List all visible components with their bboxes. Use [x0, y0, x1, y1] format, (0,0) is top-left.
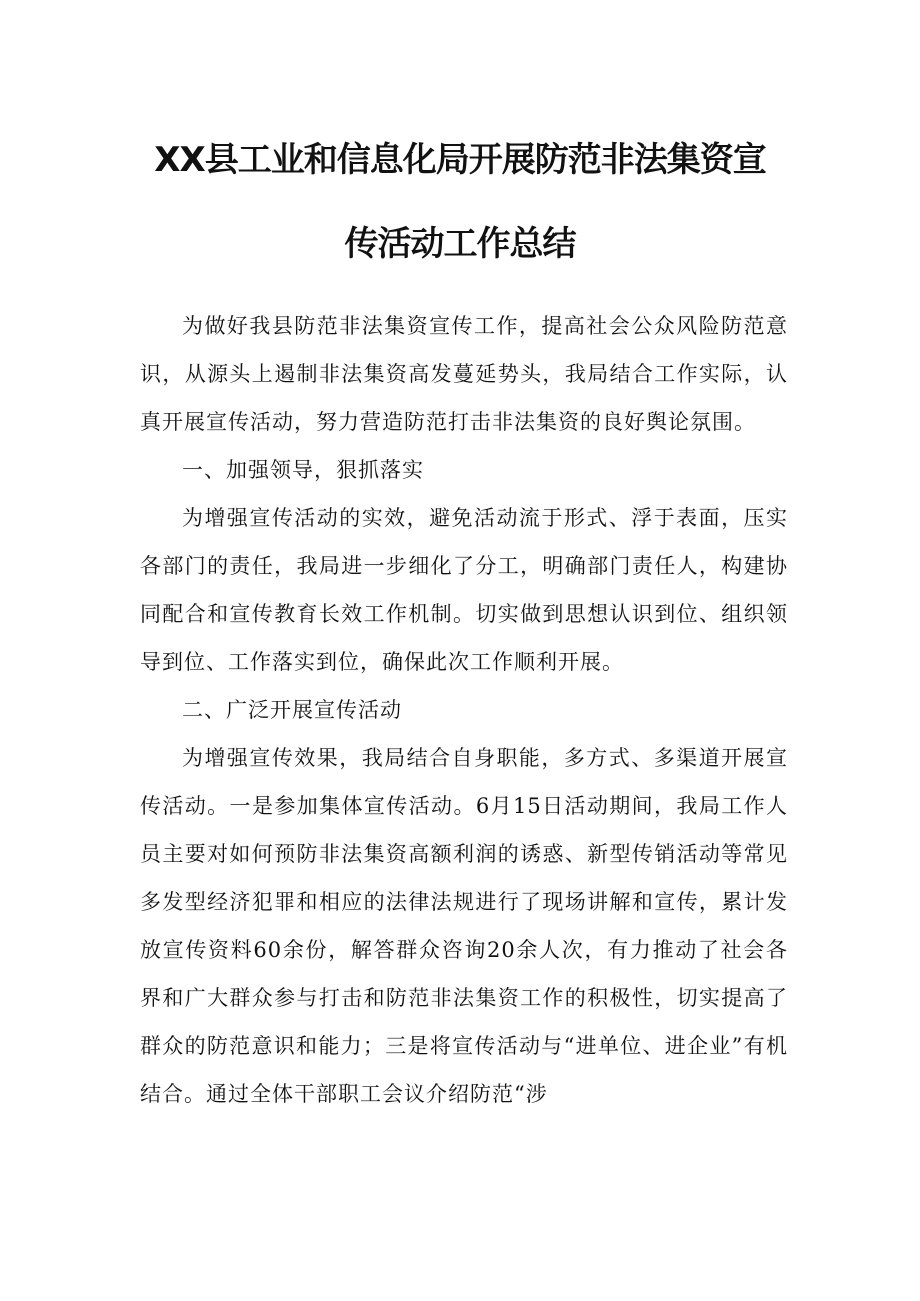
document-title-line-1: XX县工业和信息化局开展防范非法集资宣 — [154, 140, 766, 180]
intro-paragraph: 为做好我县防范非法集资宣传工作，提高社会公众风险防范意识，从源头上遏制非法集资高发蔓延势头，我局结合工作实际，认真开展宣传活动，努力营造防范打击非法集资的良好舆论氛围。 — [140, 314, 788, 434]
section-heading-2: 二、广泛开展宣传活动 — [182, 698, 402, 722]
section-heading-1: 一、加强领导，狠抓落实 — [182, 458, 424, 482]
document-title-line-2: 传活动工作总结 — [344, 224, 576, 264]
document-body — [140, 302, 788, 1118]
section-2-paragraph: 为增强宣传效果，我局结合自身职能，多方式、多渠道开展宣传活动。一是参加集体宣传活动。6月15日活动期间，我局工作人员主要对如何预防非法集资高额利润的诱惑、新型传销活动等常见多发型经济犯罪和相应的法律法规进行了现场讲解和宣传，累计发放宣传资料60余份，解答群众咨询20余人次，有力推动了社会各界和广大群众参与打击和防范非法集资工作的积极性，切实提高了群众的防范意识和能力；三是将宣传活动与“进单位、进企业”有机结合。通过全体干部职工会议介绍防范“涉 — [140, 746, 788, 1106]
section-1-paragraph: 为增强宣传活动的实效，避免活动流于形式、浮于表面，压实各部门的责任，我局进一步细化了分工，明确部门责任人，构建协同配合和宣传教育长效工作机制。切实做到思想认识到位、组织领导到位、工作落实到位，确保此次工作顺利开展。 — [140, 506, 788, 674]
